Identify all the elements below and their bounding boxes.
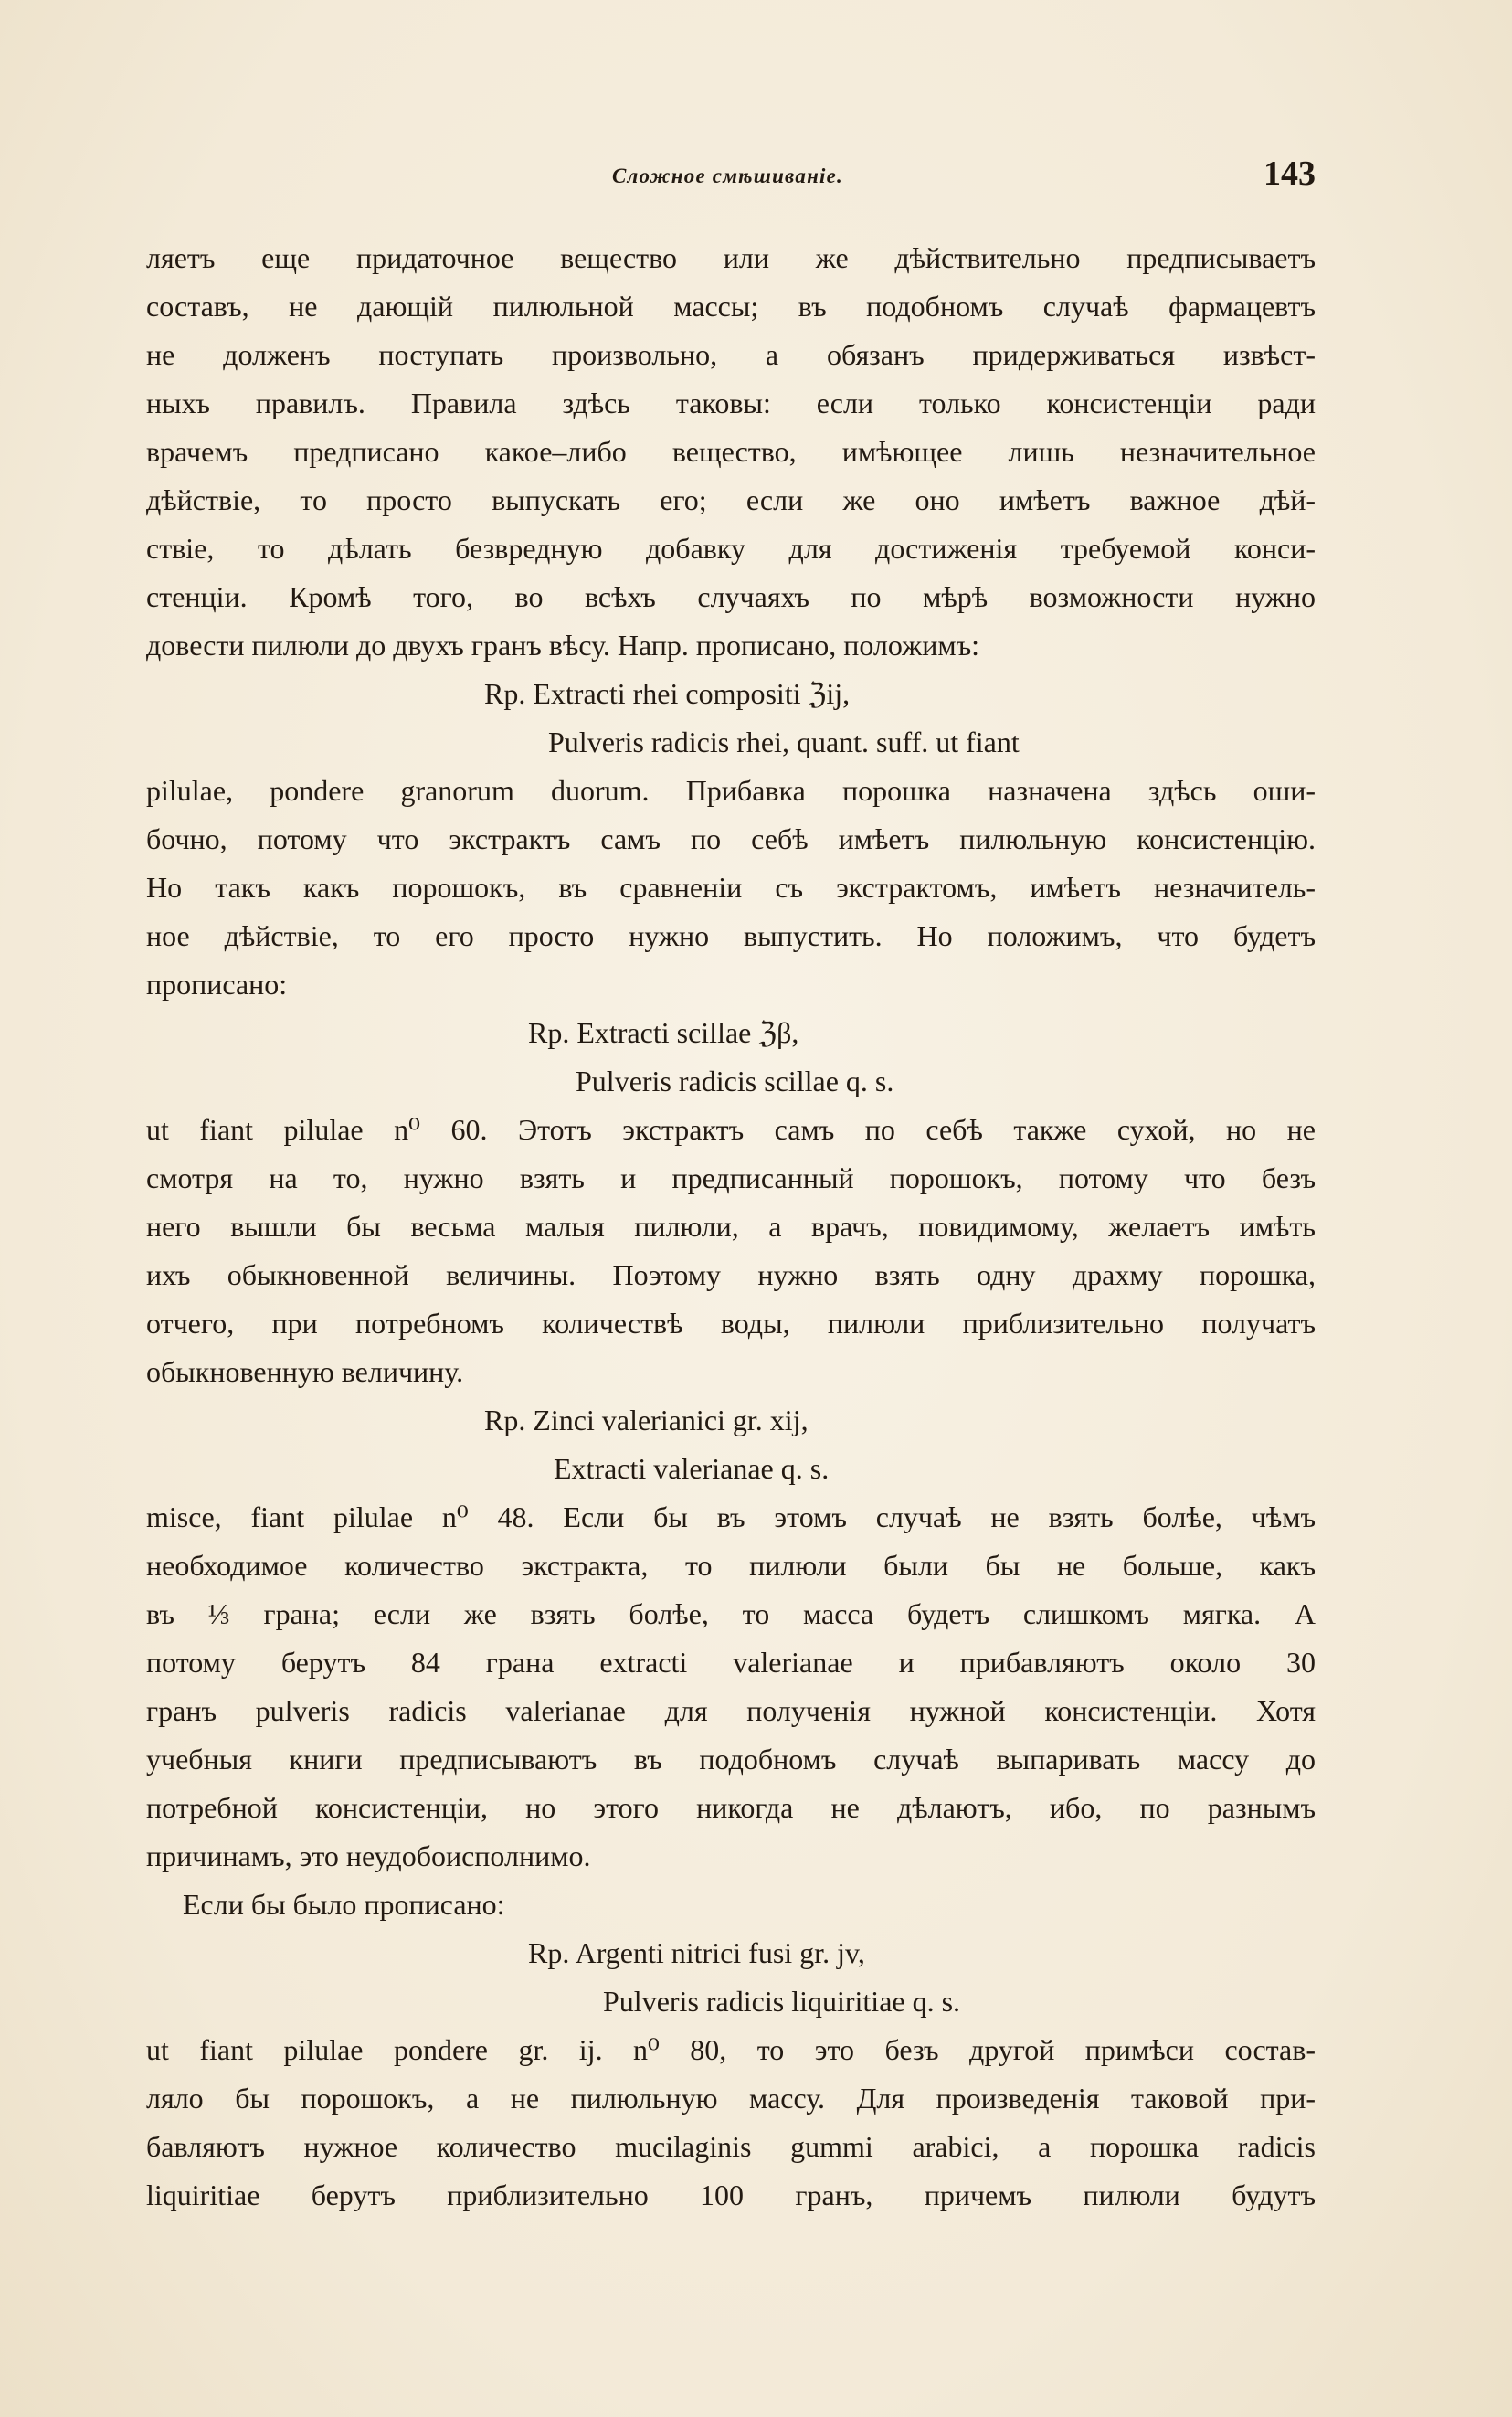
prescription-line: Pulveris radicis scillae q. s. [576,1065,894,1097]
body-text [146,234,1316,2220]
text-line: врачемъ предписано какое–либо вещество, имѣющее лишь незначительное [146,435,1316,468]
text-line: гранъ pulveris radicis valerianae для полученія нужной консистенціи. Хотя [146,1694,1316,1727]
text-line: смотря на то, нужно взять и предписанный порошокъ, потому что безъ [146,1161,1316,1194]
text-line: Если бы было прописано: [183,1888,505,1921]
running-head: Сложное смѣшиваніе. [612,164,843,187]
page-header [146,154,1316,208]
text-line: ное дѣйствіе, то его просто нужно выпустить. Но положимъ, что будетъ [146,919,1316,952]
text-line: причинамъ, это неудобоисполнимо. [146,1839,591,1872]
text-line: Но такъ какъ порошокъ, въ сравненіи съ экстрактомъ, имѣетъ незначитель- [146,871,1316,904]
text-line: въ ⅓ грана; если же взять болѣе, то масса будетъ слишкомъ мягка. А [146,1597,1316,1630]
text-line: бавляютъ нужное количество mucilaginis gummi arabici, а порошка radicis [146,2130,1316,2163]
text-line: потребной консистенціи, но этого никогда не дѣлаютъ, ибо, по разнымъ [146,1791,1316,1824]
text-line: не долженъ поступать произвольно, а обязанъ придерживаться извѣст- [146,338,1316,371]
text-line: ляло бы порошокъ, а не пилюльную массу. Для произведенія таковой при- [146,2082,1316,2115]
prescription-line: Pulveris radicis rhei, quant. suff. ut fiant [548,726,1020,758]
text-line: потому берутъ 84 грана extracti valerianae и прибавляютъ около 30 [146,1646,1316,1679]
text-line: необходимое количество экстракта, то пилюли были бы не больше, какъ [146,1549,1316,1582]
text-line: misce, fiant pilulae n⁰ 48. Если бы въ этомъ случаѣ не взять болѣе, чѣмъ [146,1500,1316,1533]
text-line: pilulae, pondere granorum duorum. Прибавка порошка назначена здѣсь оши- [146,774,1316,807]
text-line: учебныя книги предписываютъ въ подобномъ случаѣ выпаривать массу до [146,1743,1316,1776]
prescription-line: Extracti valerianae q. s. [554,1452,830,1485]
text-line: liquiritiae берутъ приблизительно 100 гранъ, причемъ пилюли будутъ [146,2178,1316,2211]
text-line: ляетъ еще придаточное вещество или же дѣйствительно предписываетъ [146,241,1316,274]
page-number: 143 [1264,154,1316,193]
prescription-line: Rp. Zinci valerianici gr. xij, [484,1404,809,1436]
prescription-line: Rp. Extracti scillae ℨβ, [528,1016,799,1049]
prescription-line: Rp. Extracti rhei compositi ℨij, [484,677,851,710]
prescription-line: Rp. Argenti nitrici fusi gr. jv, [528,1936,865,1969]
text-line: него вышли бы весьма малыя пилюли, а врачъ, повидимому, желаетъ имѣть [146,1210,1316,1243]
text-line: стенціи. Кромѣ того, во всѣхъ случаяхъ по мѣрѣ возможности нужно [146,580,1316,613]
text-line: ut fiant pilulae pondere gr. ij. n⁰ 80, то это безъ другой примѣси состав- [146,2033,1316,2066]
text-line: отчего, при потребномъ количествѣ воды, пилюли приблизительно получатъ [146,1307,1316,1340]
text-line: прописано: [146,968,288,1001]
text-line: довести пилюли до двухъ гранъ вѣсу. Напр. прописано, положимъ: [146,629,980,662]
text-line: бочно, потому что экстрактъ самъ по себѣ имѣетъ пилюльную консистенцію. [146,822,1316,855]
text-line: дѣйствіе, то просто выпускать его; если же оно имѣетъ важное дѣй- [146,483,1316,516]
text-line: обыкновенную величину. [146,1355,464,1388]
text-line: ut fiant pilulae n⁰ 60. Этотъ экстрактъ самъ по себѣ также сухой, но не [146,1113,1316,1146]
text-line: составъ, не дающій пилюльной массы; въ подобномъ случаѣ фармацевтъ [146,290,1316,323]
prescription-line: Pulveris radicis liquiritiae q. s. [603,1985,961,2018]
text-line: ствіе, то дѣлать безвредную добавку для достиженія требуемой конси- [146,532,1316,565]
text-line: ихъ обыкновенной величины. Поэтому нужно взять одну драхму порошка, [146,1258,1316,1291]
text-line: ныхъ правилъ. Правила здѣсь таковы: если только консистенціи ради [146,387,1316,419]
